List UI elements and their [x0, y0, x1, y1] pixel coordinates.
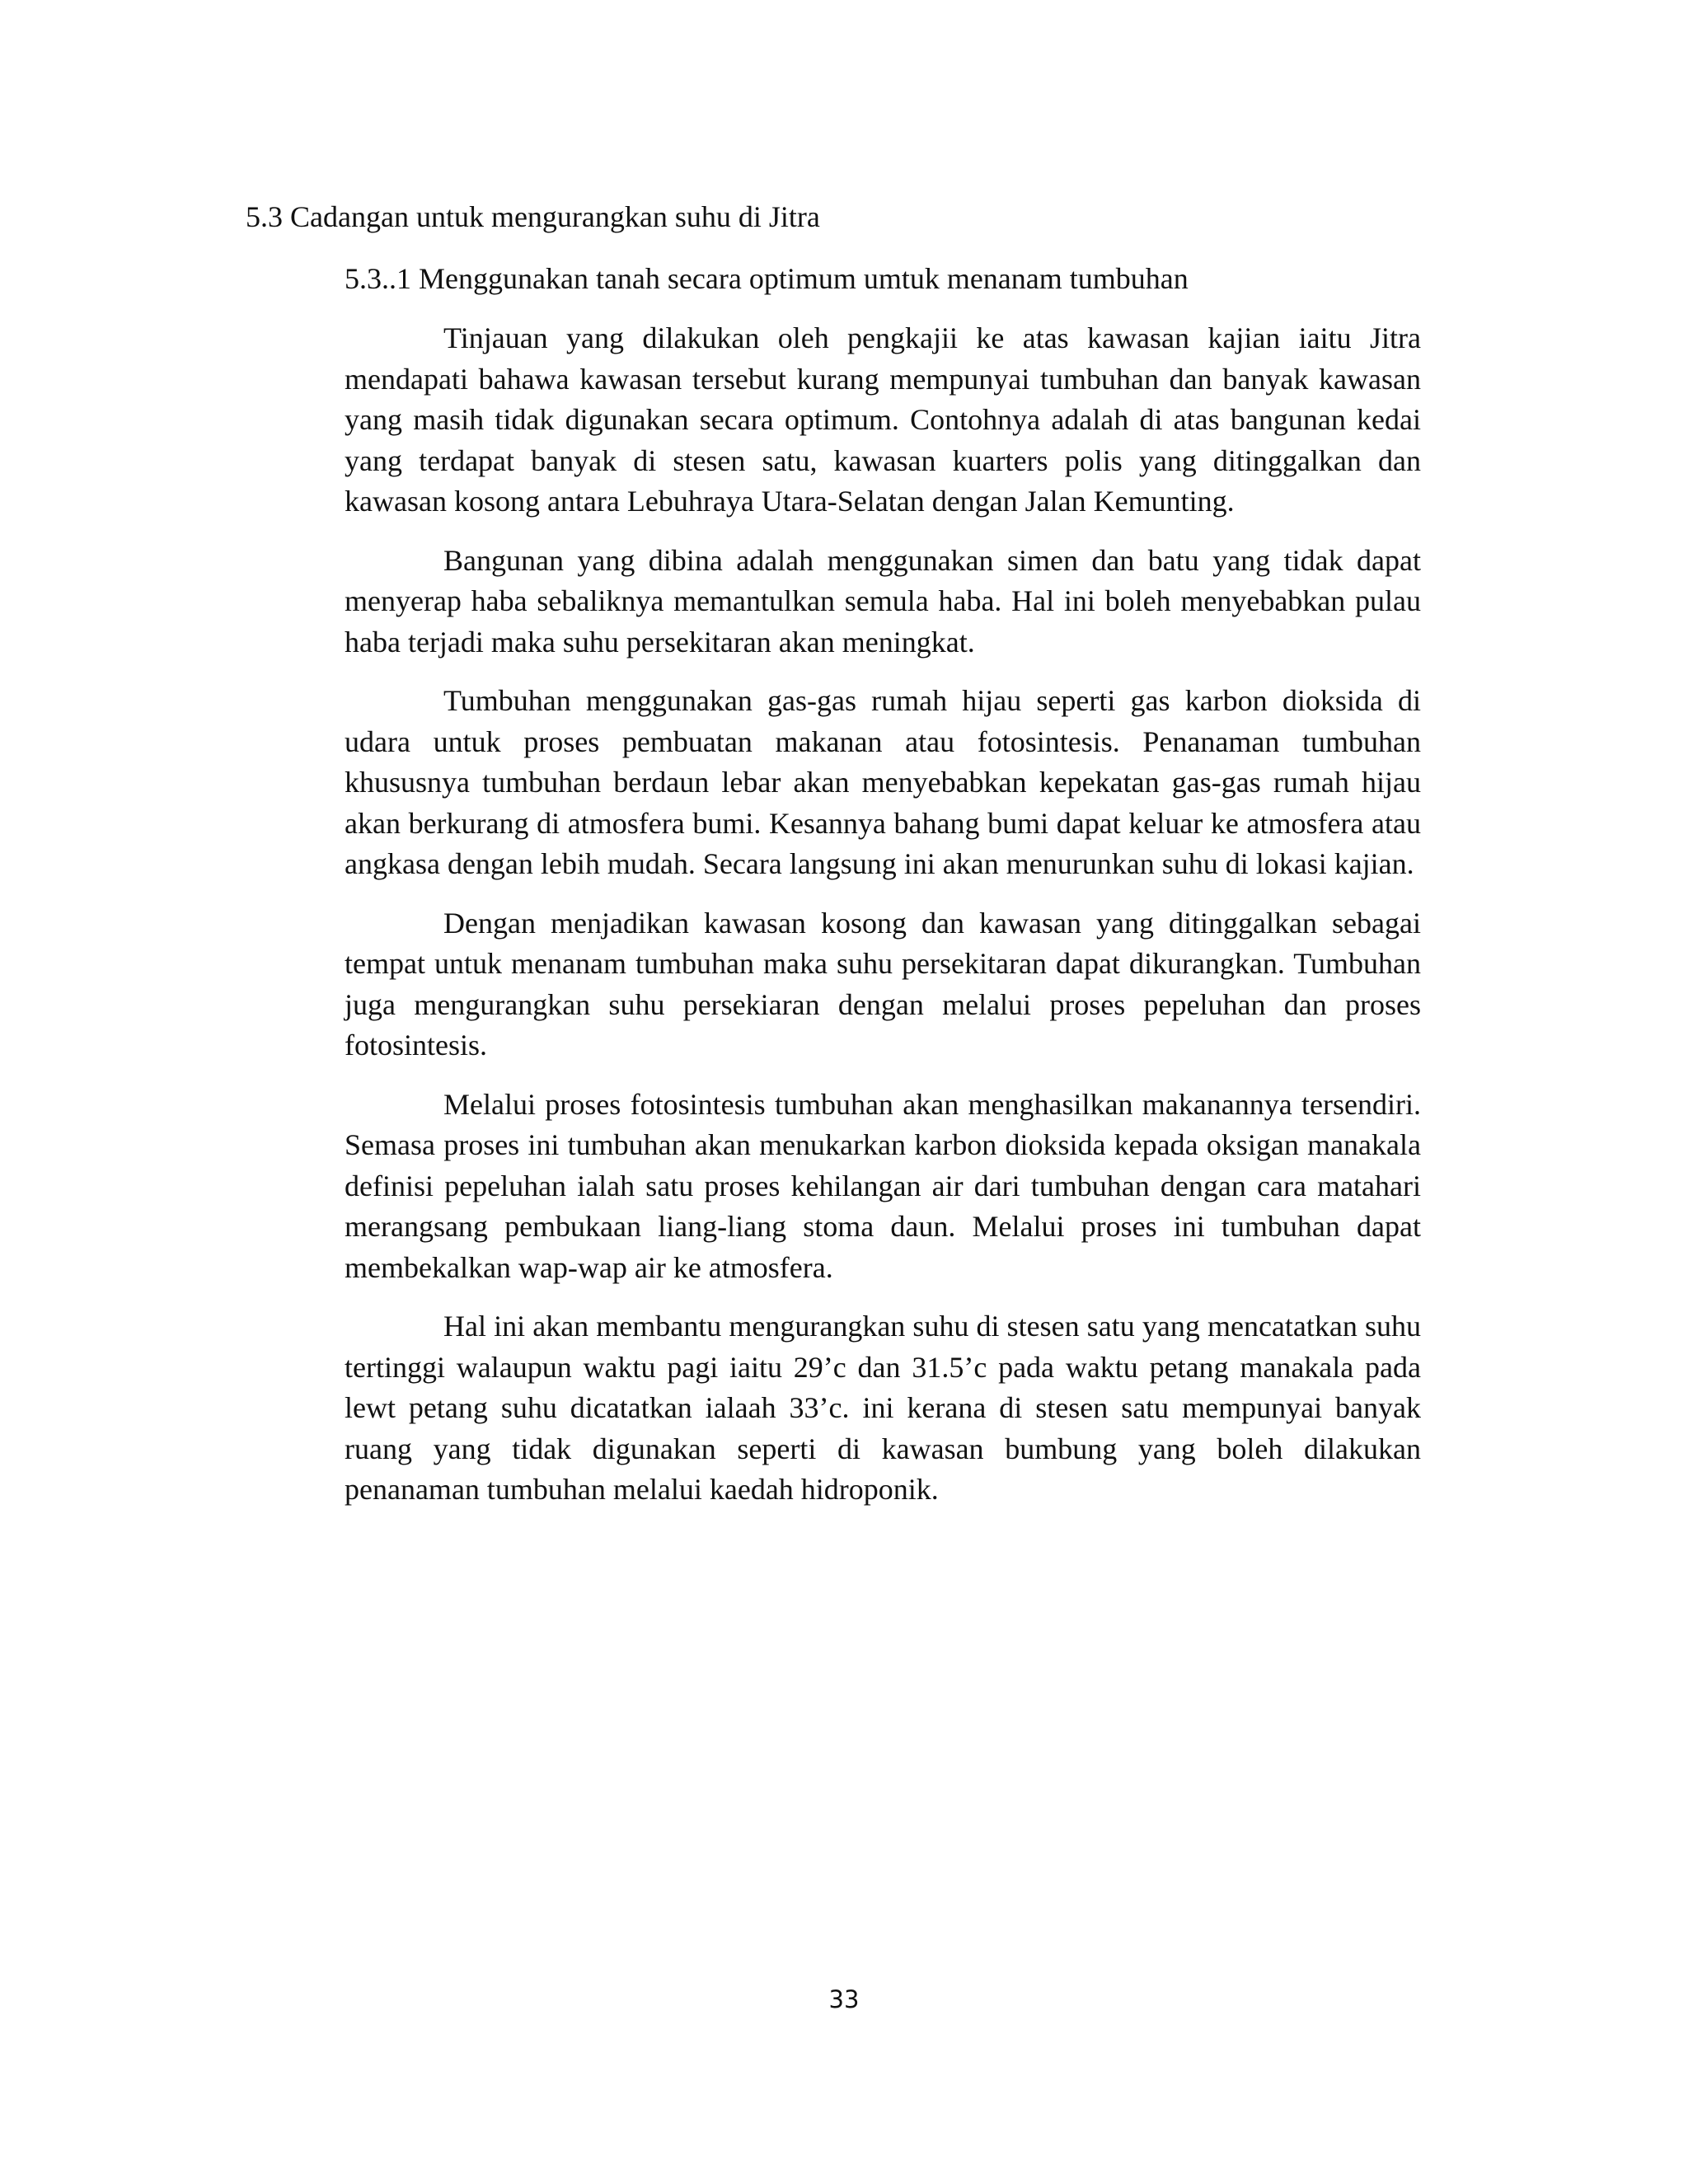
paragraph-4: Dengan menjadikan kawasan kosong dan kawasan yang ditinggalkan sebagai tempat untuk menanam tumbuhan maka suhu persekitaran dapat dikurangkan. Tumbuhan juga mengurangkan suhu persekiaran dengan melalui proses pepeluhan dan proses fotosintesis.: [345, 906, 1421, 1062]
paragraph-2: Bangunan yang dibina adalah menggunakan simen dan batu yang tidak dapat menyerap haba sebaliknya memantulkan semula haba. Hal ini boleh menyebabkan pulau haba terjadi maka suhu persekitaran akan meningkat.: [345, 543, 1421, 658]
subsection-heading: 5.3..1 Menggunakan tanah secara optimum umtuk menanam tumbuhan: [345, 262, 1189, 295]
paragraph-6: Hal ini akan membantu mengurangkan suhu di stesen satu yang mencatatkan suhu tertinggi walaupun waktu pagi iaitu 29’c dan 31.5’c pada waktu petang manakala pada lewt petang suhu dicatatkan ialaah 33’c. ini kerana di stesen satu mempunyai banyak ruang yang tidak digunakan seperti di kawasan bumbung yang boleh dilakukan penanaman tumbuhan melalui kaedah hidroponik.: [345, 1310, 1421, 1506]
page-number: 33: [828, 1985, 860, 2013]
section-heading: 5.3 Cadangan untuk mengurangkan suhu di Jitra: [246, 200, 820, 233]
paragraph-1: Tinjauan yang dilakukan oleh pengkajii ke atas kawasan kajian iaitu Jitra mendapati bahawa kawasan tersebut kurang mempunyai tumbuhan dan banyak kawasan yang masih tidak digunakan secara optimum. Contohnya adalah di atas bangunan kedai yang terdapat banyak di stesen satu, kawasan kuarters polis yang ditinggalkan dan kawasan kosong antara Lebuhraya Utara-Selatan dengan Jalan Kemunting.: [345, 321, 1421, 518]
paragraph-3: Tumbuhan menggunakan gas-gas rumah hijau seperti gas karbon dioksida di udara untuk proses pembuatan makanan atau fotosintesis. Penanaman tumbuhan khususnya tumbuhan berdaun lebar akan menyebabkan kepekatan gas-gas rumah hijau akan berkurang di atmosfera bumi. Kesannya bahang bumi dapat keluar ke atmosfera atau angkasa dengan lebih mudah. Secara langsung ini akan menurunkan suhu di lokasi kajian.: [345, 684, 1421, 880]
paragraph-5: Melalui proses fotosintesis tumbuhan akan menghasilkan makanannya tersendiri. Semasa proses ini tumbuhan akan menukarkan karbon dioksida kepada oksigan manakala definisi pepeluhan ialah satu proses kehilangan air dari tumbuhan dengan cara matahari merangsang pembukaan liang-liang stoma daun. Melalui proses ini tumbuhan dapat membekalkan wap-wap air ke atmosfera.: [345, 1087, 1421, 1284]
body-text: [345, 318, 1421, 1529]
